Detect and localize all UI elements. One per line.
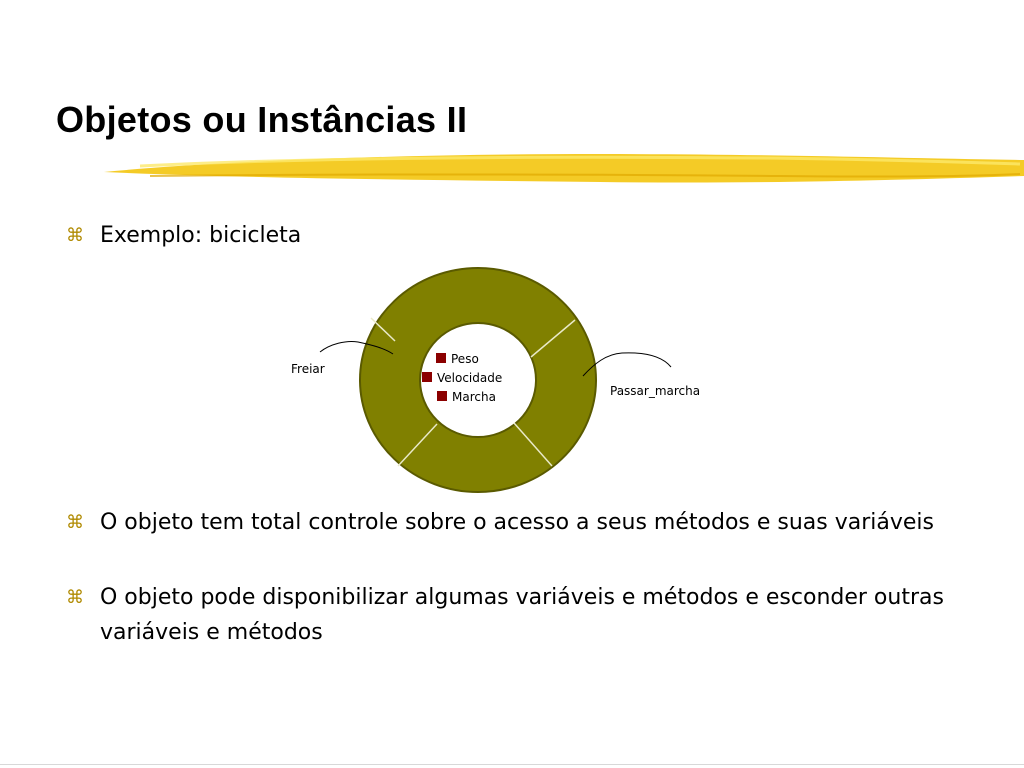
variable-marker [422, 372, 432, 382]
method-label-freiar: Freiar [291, 362, 325, 376]
bottom-rule [0, 764, 1024, 765]
variable-marker [437, 391, 447, 401]
command-bullet-icon: ⌘ [66, 587, 84, 608]
variable-marker [436, 353, 446, 363]
variable-label-marcha: Marcha [452, 390, 496, 404]
title-underline-highlight [0, 140, 1024, 190]
bullet-text: Exemplo: bicicleta [100, 223, 302, 248]
bicycle-object-diagram [280, 262, 760, 502]
bullet-text: O objeto pode disponibilizar algumas variáveis e métodos e esconder outras variáveis e métodos [100, 585, 944, 645]
slide-title: Objetos ou Instâncias II [56, 99, 468, 140]
command-bullet-icon: ⌘ [66, 225, 84, 246]
variable-label-peso: Peso [451, 352, 479, 366]
bullet-text: O objeto tem total controle sobre o acesso a seus métodos e suas variáveis [100, 510, 934, 535]
variable-label-velocidade: Velocidade [437, 371, 503, 385]
command-bullet-icon: ⌘ [66, 512, 84, 533]
method-label-passar-marcha: Passar_marcha [610, 384, 701, 398]
